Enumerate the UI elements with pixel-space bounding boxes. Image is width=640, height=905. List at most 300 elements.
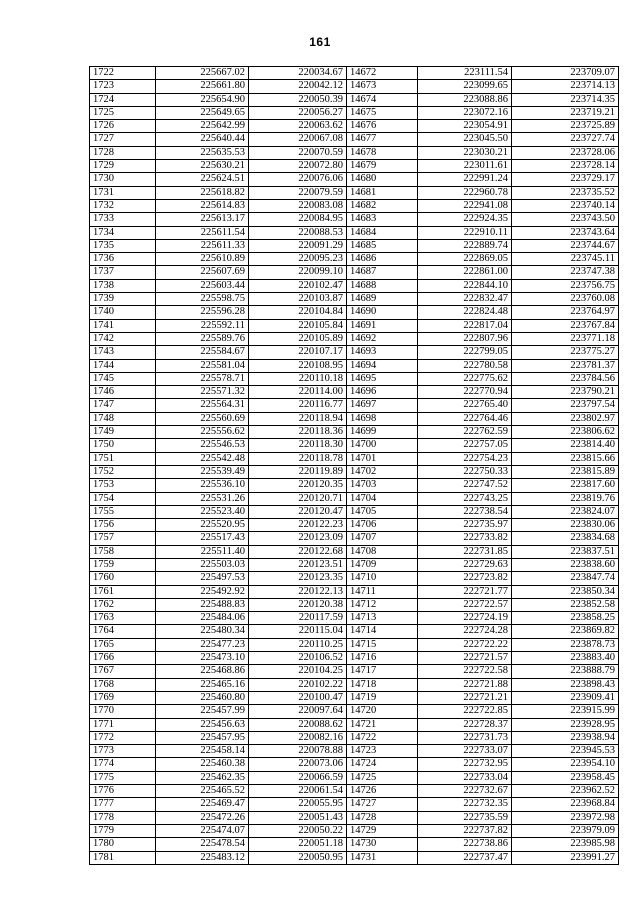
y-coordinate-cell: 220120.38 [249,598,347,611]
table-row [90,572,619,585]
x-coordinate-cell: 222723.82 [418,572,512,585]
point-id-cell: 14710 [347,572,418,585]
y-coordinate-cell: 223815.89 [512,465,619,478]
table-row [90,465,619,478]
y-coordinate-cell: 223968.84 [512,798,619,811]
x-coordinate-cell: 225667.02 [156,67,249,80]
table-row [90,718,619,731]
table-row [90,279,619,292]
point-id-cell: 1739 [90,293,156,306]
table-row [90,106,619,119]
x-coordinate-cell: 223088.86 [418,93,512,106]
y-coordinate-cell: 220122.13 [249,585,347,598]
y-coordinate-cell: 220122.23 [249,519,347,532]
x-coordinate-cell: 222722.57 [418,598,512,611]
point-id-cell: 1776 [90,785,156,798]
y-coordinate-cell: 220091.29 [249,239,347,252]
x-coordinate-cell: 222757.05 [418,439,512,452]
x-coordinate-cell: 225457.99 [156,705,249,718]
point-id-cell: 14723 [347,745,418,758]
table-row [90,479,619,492]
point-id-cell: 1746 [90,386,156,399]
y-coordinate-cell: 223775.27 [512,346,619,359]
x-coordinate-cell: 225556.62 [156,426,249,439]
table-row [90,386,619,399]
point-id-cell: 1769 [90,691,156,704]
point-id-cell: 14716 [347,652,418,665]
x-coordinate-cell: 222735.59 [418,811,512,824]
table-row [90,798,619,811]
point-id-cell: 1775 [90,771,156,784]
point-id-cell: 14704 [347,492,418,505]
y-coordinate-cell: 223709.07 [512,67,619,80]
x-coordinate-cell: 222738.86 [418,838,512,851]
y-coordinate-cell: 220104.84 [249,306,347,319]
x-coordinate-cell: 225473.10 [156,652,249,665]
x-coordinate-cell: 222764.46 [418,412,512,425]
table-row [90,598,619,611]
y-coordinate-cell: 220099.10 [249,266,347,279]
y-coordinate-cell: 220105.84 [249,319,347,332]
y-coordinate-cell: 223985.98 [512,838,619,851]
point-id-cell: 14708 [347,545,418,558]
y-coordinate-cell: 223797.54 [512,399,619,412]
point-id-cell: 1735 [90,239,156,252]
y-coordinate-cell: 220114.00 [249,386,347,399]
x-coordinate-cell: 225635.53 [156,146,249,159]
y-coordinate-cell: 220050.39 [249,93,347,106]
x-coordinate-cell: 225460.38 [156,758,249,771]
y-coordinate-cell: 220063.62 [249,120,347,133]
point-id-cell: 14699 [347,426,418,439]
x-coordinate-cell: 225465.52 [156,785,249,798]
y-coordinate-cell: 223878.73 [512,638,619,651]
x-coordinate-cell: 222721.88 [418,678,512,691]
table-row [90,186,619,199]
point-id-cell: 1778 [90,811,156,824]
x-coordinate-cell: 222732.35 [418,798,512,811]
x-coordinate-cell: 225469.47 [156,798,249,811]
y-coordinate-cell: 220072.80 [249,160,347,173]
x-coordinate-cell: 222775.62 [418,372,512,385]
table-row [90,745,619,758]
y-coordinate-cell: 223938.94 [512,731,619,744]
table-row [90,625,619,638]
point-id-cell: 1727 [90,133,156,146]
x-coordinate-cell: 222721.77 [418,585,512,598]
y-coordinate-cell: 223781.37 [512,359,619,372]
table-row [90,332,619,345]
y-coordinate-cell: 223771.18 [512,332,619,345]
y-coordinate-cell: 220102.47 [249,279,347,292]
y-coordinate-cell: 223760.08 [512,293,619,306]
x-coordinate-cell: 222770.94 [418,386,512,399]
y-coordinate-cell: 220055.95 [249,798,347,811]
point-id-cell: 14695 [347,372,418,385]
y-coordinate-cell: 223817.60 [512,479,619,492]
point-id-cell: 1779 [90,824,156,837]
x-coordinate-cell: 222735.97 [418,519,512,532]
table-row [90,532,619,545]
x-coordinate-cell: 225539.49 [156,465,249,478]
x-coordinate-cell: 222960.78 [418,186,512,199]
x-coordinate-cell: 222780.58 [418,359,512,372]
table-row [90,213,619,226]
x-coordinate-cell: 225523.40 [156,505,249,518]
x-coordinate-cell: 222724.19 [418,612,512,625]
y-coordinate-cell: 220095.23 [249,253,347,266]
table-row [90,731,619,744]
x-coordinate-cell: 225560.69 [156,412,249,425]
table-row [90,785,619,798]
x-coordinate-cell: 223030.21 [418,146,512,159]
x-coordinate-cell: 225607.69 [156,266,249,279]
table-row [90,306,619,319]
y-coordinate-cell: 223745.11 [512,253,619,266]
point-id-cell: 1756 [90,519,156,532]
x-coordinate-cell: 222861.00 [418,266,512,279]
table-row [90,771,619,784]
point-id-cell: 14726 [347,785,418,798]
point-id-cell: 14703 [347,479,418,492]
point-id-cell: 1762 [90,598,156,611]
y-coordinate-cell: 223852.58 [512,598,619,611]
point-id-cell: 1744 [90,359,156,372]
point-id-cell: 1750 [90,439,156,452]
point-id-cell: 1748 [90,412,156,425]
y-coordinate-cell: 223743.50 [512,213,619,226]
y-coordinate-cell: 220056.27 [249,106,347,119]
point-id-cell: 1763 [90,612,156,625]
x-coordinate-cell: 225456.63 [156,718,249,731]
x-coordinate-cell: 225613.17 [156,213,249,226]
x-coordinate-cell: 222732.67 [418,785,512,798]
x-coordinate-cell: 225618.82 [156,186,249,199]
y-coordinate-cell: 220116.77 [249,399,347,412]
point-id-cell: 14714 [347,625,418,638]
point-id-cell: 14718 [347,678,418,691]
point-id-cell: 1733 [90,213,156,226]
x-coordinate-cell: 222832.47 [418,293,512,306]
point-id-cell: 1745 [90,372,156,385]
y-coordinate-cell: 220088.62 [249,718,347,731]
x-coordinate-cell: 222722.85 [418,705,512,718]
x-coordinate-cell: 222722.22 [418,638,512,651]
x-coordinate-cell: 222991.24 [418,173,512,186]
table-row [90,452,619,465]
x-coordinate-cell: 225497.53 [156,572,249,585]
y-coordinate-cell: 220120.47 [249,505,347,518]
x-coordinate-cell: 222721.57 [418,652,512,665]
x-coordinate-cell: 222733.07 [418,745,512,758]
y-coordinate-cell: 220076.06 [249,173,347,186]
table-row [90,851,619,864]
x-coordinate-cell: 222733.04 [418,771,512,784]
x-coordinate-cell: 225457.95 [156,731,249,744]
table-row [90,67,619,80]
y-coordinate-cell: 223837.51 [512,545,619,558]
x-coordinate-cell: 225460.80 [156,691,249,704]
point-id-cell: 1772 [90,731,156,744]
x-coordinate-cell: 222750.33 [418,465,512,478]
x-coordinate-cell: 222737.82 [418,824,512,837]
x-coordinate-cell: 222729.63 [418,558,512,571]
x-coordinate-cell: 225488.83 [156,598,249,611]
x-coordinate-cell: 225589.76 [156,332,249,345]
table-row [90,439,619,452]
x-coordinate-cell: 223111.54 [418,67,512,80]
x-coordinate-cell: 223045.50 [418,133,512,146]
y-coordinate-cell: 220051.18 [249,838,347,851]
y-coordinate-cell: 223909.41 [512,691,619,704]
point-id-cell: 1725 [90,106,156,119]
point-id-cell: 1723 [90,80,156,93]
point-id-cell: 1781 [90,851,156,864]
y-coordinate-cell: 220067.08 [249,133,347,146]
y-coordinate-cell: 223725.89 [512,120,619,133]
point-id-cell: 14724 [347,758,418,771]
x-coordinate-cell: 223072.16 [418,106,512,119]
x-coordinate-cell: 225630.21 [156,160,249,173]
x-coordinate-cell: 222910.11 [418,226,512,239]
y-coordinate-cell: 220123.09 [249,532,347,545]
point-id-cell: 1724 [90,93,156,106]
x-coordinate-cell: 225649.65 [156,106,249,119]
x-coordinate-cell: 222724.28 [418,625,512,638]
x-coordinate-cell: 225611.54 [156,226,249,239]
y-coordinate-cell: 220122.68 [249,545,347,558]
table-row [90,80,619,93]
x-coordinate-cell: 225465.16 [156,678,249,691]
table-row [90,319,619,332]
point-id-cell: 14730 [347,838,418,851]
y-coordinate-cell: 223806.62 [512,426,619,439]
point-id-cell: 1753 [90,479,156,492]
y-coordinate-cell: 220042.12 [249,80,347,93]
x-coordinate-cell: 225520.95 [156,519,249,532]
table-row [90,678,619,691]
point-id-cell: 1730 [90,173,156,186]
point-id-cell: 1740 [90,306,156,319]
x-coordinate-cell: 222889.74 [418,239,512,252]
x-coordinate-cell: 225611.33 [156,239,249,252]
table-row [90,399,619,412]
x-coordinate-cell: 225480.34 [156,625,249,638]
y-coordinate-cell: 220106.52 [249,652,347,665]
point-id-cell: 1749 [90,426,156,439]
point-id-cell: 14700 [347,439,418,452]
point-id-cell: 14676 [347,120,418,133]
y-coordinate-cell: 223714.13 [512,80,619,93]
coordinates-table-body [90,67,619,865]
point-id-cell: 1722 [90,67,156,80]
x-coordinate-cell: 222728.37 [418,718,512,731]
point-id-cell: 14721 [347,718,418,731]
y-coordinate-cell: 223767.84 [512,319,619,332]
point-id-cell: 1754 [90,492,156,505]
x-coordinate-cell: 225610.89 [156,253,249,266]
table-row [90,226,619,239]
point-id-cell: 14705 [347,505,418,518]
point-id-cell: 1737 [90,266,156,279]
y-coordinate-cell: 220120.35 [249,479,347,492]
x-coordinate-cell: 225546.53 [156,439,249,452]
table-row [90,239,619,252]
y-coordinate-cell: 220123.51 [249,558,347,571]
x-coordinate-cell: 222737.47 [418,851,512,864]
y-coordinate-cell: 220119.89 [249,465,347,478]
table-row [90,638,619,651]
y-coordinate-cell: 220115.04 [249,625,347,638]
point-id-cell: 14709 [347,558,418,571]
point-id-cell: 14696 [347,386,418,399]
point-id-cell: 14693 [347,346,418,359]
y-coordinate-cell: 220120.71 [249,492,347,505]
y-coordinate-cell: 223743.64 [512,226,619,239]
x-coordinate-cell: 225492.92 [156,585,249,598]
point-id-cell: 14679 [347,160,418,173]
x-coordinate-cell: 225472.26 [156,811,249,824]
point-id-cell: 14720 [347,705,418,718]
table-row [90,665,619,678]
point-id-cell: 1768 [90,678,156,691]
y-coordinate-cell: 223714.35 [512,93,619,106]
x-coordinate-cell: 222754.23 [418,452,512,465]
y-coordinate-cell: 220118.78 [249,452,347,465]
x-coordinate-cell: 225661.80 [156,80,249,93]
table-row [90,346,619,359]
x-coordinate-cell: 225642.99 [156,120,249,133]
table-row [90,253,619,266]
y-coordinate-cell: 223962.52 [512,785,619,798]
point-id-cell: 14677 [347,133,418,146]
y-coordinate-cell: 223858.25 [512,612,619,625]
y-coordinate-cell: 223790.21 [512,386,619,399]
point-id-cell: 1734 [90,226,156,239]
y-coordinate-cell: 220110.25 [249,638,347,651]
y-coordinate-cell: 223744.67 [512,239,619,252]
point-id-cell: 1758 [90,545,156,558]
point-id-cell: 14687 [347,266,418,279]
point-id-cell: 14685 [347,239,418,252]
y-coordinate-cell: 223991.27 [512,851,619,864]
table-row [90,811,619,824]
table-row [90,758,619,771]
table-row [90,199,619,212]
point-id-cell: 1738 [90,279,156,292]
x-coordinate-cell: 225484.06 [156,612,249,625]
x-coordinate-cell: 225477.23 [156,638,249,651]
y-coordinate-cell: 220034.67 [249,67,347,80]
y-coordinate-cell: 223719.21 [512,106,619,119]
point-id-cell: 14707 [347,532,418,545]
point-id-cell: 14690 [347,306,418,319]
x-coordinate-cell: 222799.05 [418,346,512,359]
point-id-cell: 1771 [90,718,156,731]
point-id-cell: 14683 [347,213,418,226]
point-id-cell: 14678 [347,146,418,159]
y-coordinate-cell: 223883.40 [512,652,619,665]
table-row [90,120,619,133]
y-coordinate-cell: 220118.30 [249,439,347,452]
y-coordinate-cell: 223824.07 [512,505,619,518]
y-coordinate-cell: 220097.64 [249,705,347,718]
y-coordinate-cell: 223888.79 [512,665,619,678]
x-coordinate-cell: 222747.52 [418,479,512,492]
point-id-cell: 14722 [347,731,418,744]
x-coordinate-cell: 222817.04 [418,319,512,332]
x-coordinate-cell: 225542.48 [156,452,249,465]
table-row [90,293,619,306]
y-coordinate-cell: 220073.06 [249,758,347,771]
x-coordinate-cell: 222869.05 [418,253,512,266]
x-coordinate-cell: 225598.75 [156,293,249,306]
y-coordinate-cell: 223727.74 [512,133,619,146]
point-id-cell: 14692 [347,332,418,345]
x-coordinate-cell: 225478.54 [156,838,249,851]
x-coordinate-cell: 225474.07 [156,824,249,837]
point-id-cell: 14684 [347,226,418,239]
point-id-cell: 14731 [347,851,418,864]
point-id-cell: 14717 [347,665,418,678]
point-id-cell: 1731 [90,186,156,199]
y-coordinate-cell: 220118.94 [249,412,347,425]
y-coordinate-cell: 223834.68 [512,532,619,545]
x-coordinate-cell: 225517.43 [156,532,249,545]
table-row [90,691,619,704]
point-id-cell: 1773 [90,745,156,758]
x-coordinate-cell: 225531.26 [156,492,249,505]
y-coordinate-cell: 223728.06 [512,146,619,159]
point-id-cell: 1736 [90,253,156,266]
x-coordinate-cell: 225458.14 [156,745,249,758]
point-id-cell: 14674 [347,93,418,106]
x-coordinate-cell: 225614.83 [156,199,249,212]
table-row [90,146,619,159]
x-coordinate-cell: 222731.73 [418,731,512,744]
y-coordinate-cell: 223979.09 [512,824,619,837]
table-row [90,412,619,425]
table-row [90,519,619,532]
x-coordinate-cell: 225462.35 [156,771,249,784]
x-coordinate-cell: 225581.04 [156,359,249,372]
x-coordinate-cell: 222721.21 [418,691,512,704]
page-number: 161 [309,35,331,49]
y-coordinate-cell: 220084.95 [249,213,347,226]
x-coordinate-cell: 225592.11 [156,319,249,332]
y-coordinate-cell: 223756.75 [512,279,619,292]
y-coordinate-cell: 223819.76 [512,492,619,505]
x-coordinate-cell: 222722.58 [418,665,512,678]
point-id-cell: 1752 [90,465,156,478]
x-coordinate-cell: 225564.31 [156,399,249,412]
point-id-cell: 14701 [347,452,418,465]
x-coordinate-cell: 223011.61 [418,160,512,173]
y-coordinate-cell: 220088.53 [249,226,347,239]
y-coordinate-cell: 220103.87 [249,293,347,306]
point-id-cell: 1759 [90,558,156,571]
x-coordinate-cell: 222743.25 [418,492,512,505]
point-id-cell: 14688 [347,279,418,292]
point-id-cell: 1743 [90,346,156,359]
x-coordinate-cell: 222844.10 [418,279,512,292]
x-coordinate-cell: 225624.51 [156,173,249,186]
table-row [90,266,619,279]
y-coordinate-cell: 220082.16 [249,731,347,744]
x-coordinate-cell: 222807.96 [418,332,512,345]
x-coordinate-cell: 222941.08 [418,199,512,212]
y-coordinate-cell: 223815.66 [512,452,619,465]
